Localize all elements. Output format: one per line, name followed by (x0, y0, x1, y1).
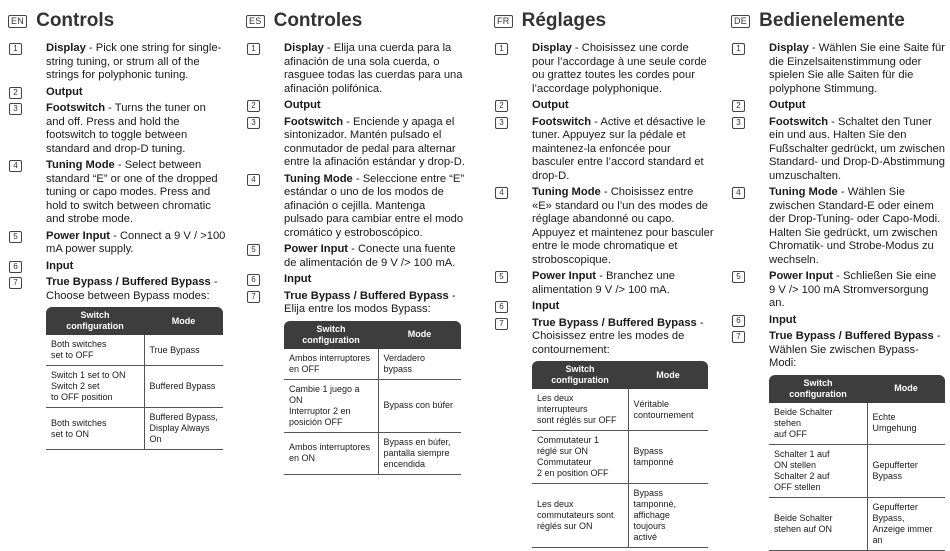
cell-line: Echte Umgehung (872, 412, 917, 433)
item-term: Display (769, 42, 809, 54)
control-item-display (8, 42, 226, 83)
item-term: Input (769, 313, 797, 326)
control-item-power-input (731, 270, 945, 311)
item-description: - Wählen Sie zwischen Standard-E oder einem der Drop-Tuning- oder Capo-Modi. Halten Sie gedrückt, um zwischen Chromatik- und Strobe-Modus zu wechseln. (769, 186, 941, 266)
control-item-output (731, 99, 945, 113)
cell-line: auf OFF (774, 428, 808, 439)
item-term: Output (532, 99, 569, 111)
item-term: Output (284, 99, 321, 111)
cell-line: Commutateur 1 (537, 435, 600, 445)
control-item-input (246, 273, 466, 287)
config-cell (769, 403, 867, 445)
control-item-output (246, 99, 466, 113)
item-term: Power Input (284, 243, 349, 255)
item-description: - Active et désactive le tuner. Appuyez sur la pédale et maintenez-la enfoncée pour basculer entre l’accord standard et drop-D. (532, 115, 706, 182)
item-term: True Bypass / Buffered Bypass (46, 276, 211, 288)
bypass-mode-table (532, 361, 708, 548)
cell-line: en ON (289, 453, 316, 463)
cell-line: OFF stellen (774, 481, 821, 492)
item-term: Footswitch (769, 115, 829, 128)
item-number: 6 (495, 301, 508, 313)
item-term: Power Input (532, 270, 597, 282)
item-description: - Select between standard “E” or one of the dropped tuning or capo modes. Press and hold to switch between chromatic and strobe mode. (46, 159, 218, 225)
control-item-input (731, 314, 945, 328)
item-description: - Turns the tuner on and off. Press and hold the footswitch to toggle between standard and drop-D tuning. (46, 102, 206, 155)
control-item-footswitch (246, 116, 466, 170)
cell-line: activé (633, 532, 658, 542)
item-term: True Bypass / Buffered Bypass (769, 330, 934, 342)
table-row (284, 379, 461, 432)
cell-line: stehen auf ON (774, 523, 833, 534)
language-badge: EN (8, 15, 27, 28)
item-number: 3 (495, 117, 508, 129)
control-item-input (8, 260, 226, 274)
item-term: Footswitch (46, 102, 106, 114)
item-number: 5 (732, 271, 745, 283)
cell-line: Cambie 1 juego a ON (289, 383, 360, 405)
control-item-power-input (246, 243, 466, 270)
table-row (46, 335, 223, 366)
table-row (284, 349, 461, 380)
cell-line: Beide Schalter (774, 512, 833, 523)
item-term: True Bypass / Buffered Bypass (284, 289, 449, 302)
table-header-config: Switch configuration (46, 307, 144, 335)
mode-cell (628, 389, 708, 431)
cell-line: Beide Schalter stehen (774, 406, 833, 428)
config-cell (284, 349, 378, 380)
item-number: 2 (495, 100, 508, 112)
cell-line: Bypass tamponné, (633, 488, 677, 509)
table-row (769, 403, 945, 445)
column-header (246, 8, 466, 34)
control-item-bypass (8, 276, 226, 303)
item-number: 1 (9, 43, 22, 55)
item-term: Tuning Mode (46, 159, 115, 171)
cell-line: Bypass con búfer (383, 400, 454, 410)
mode-cell (144, 408, 223, 450)
cell-line: Les deux interrupteurs (537, 393, 588, 414)
item-number: 3 (9, 103, 22, 115)
table-row (532, 484, 708, 548)
column-de (731, 8, 945, 551)
column-es (246, 8, 466, 475)
bypass-mode-table (769, 375, 945, 551)
control-item-tuning-mode (731, 186, 945, 267)
cell-line: Interruptor 2 en (289, 405, 351, 416)
table-header-mode: Mode (867, 375, 945, 403)
table-row (769, 444, 945, 497)
table-header-mode: Mode (378, 321, 461, 349)
cell-line: posición OFF (289, 416, 343, 427)
item-description: - Elija una cuerda para la afinación de una sola cuerda, o rasguee todas las cuerdas para una afinación polifónica. (284, 42, 463, 95)
item-number: 1 (247, 43, 260, 55)
cell-line: Gepufferter Bypass, (872, 501, 918, 523)
item-number: 7 (732, 331, 745, 343)
item-description: - Choose between Bypass modes: (46, 276, 218, 302)
config-cell (769, 444, 867, 497)
item-number: 4 (247, 174, 260, 186)
item-description: - Elija entre los modos Bypass: (284, 289, 456, 315)
table-row (46, 366, 223, 408)
item-description: - Schaltet den Tuner ein und aus. Halten Sie den Fußschalter gedrückt, um zwischen Standard- und Drop-D-Abstimmung umzuschalten. (769, 115, 945, 182)
control-item-bypass (494, 317, 714, 358)
item-description: - Wählen Sie zwischen Bypass-Modi: (769, 330, 941, 369)
control-item-tuning-mode (8, 159, 226, 227)
item-description: - Pick one string for single-string tuning, or strum all of the strings for polyphonic tuning. (46, 42, 222, 81)
item-term: Footswitch (284, 115, 344, 128)
column-header (731, 8, 945, 34)
control-item-power-input (8, 230, 226, 257)
cell-line: 2 en position OFF (537, 468, 609, 478)
column-header (8, 8, 226, 34)
control-item-display (494, 42, 714, 96)
table-row (46, 408, 223, 450)
item-number: 6 (247, 274, 260, 286)
item-number: 6 (732, 315, 745, 327)
item-description: - Choisissez entre les modes de contournement: (532, 316, 704, 356)
item-description: - Schließen Sie eine 9 V /> 100 mA Stromversorgung an. (769, 270, 937, 309)
item-number: 2 (9, 87, 22, 99)
control-item-display (246, 42, 466, 96)
cell-line: Buffered Bypass (149, 381, 216, 391)
section-title: Controls (36, 10, 115, 31)
column-en (8, 8, 226, 450)
language-badge: ES (246, 15, 265, 28)
config-cell (46, 335, 144, 366)
item-term: Input (284, 273, 312, 285)
table-row (532, 431, 708, 484)
control-item-display (731, 42, 945, 96)
cell-line: Ambos interruptores (289, 442, 371, 452)
item-term: Display (284, 42, 324, 54)
item-number: 1 (495, 43, 508, 55)
item-number: 2 (247, 100, 260, 112)
item-term: Input (46, 259, 74, 272)
item-description: - Wählen Sie eine Saite für die Einzelsaitenstimmung oder spielen Sie alle Saiten für die polyphone Stimmung. (769, 42, 945, 95)
item-number: 4 (9, 160, 22, 172)
language-badge: FR (494, 15, 513, 28)
section-title: Controles (273, 10, 363, 31)
table-row (769, 497, 945, 550)
config-cell (532, 431, 628, 484)
cell-line: pantalla siempre (383, 447, 450, 458)
item-description: - Enciende y apaga el sintonizador. Mantén pulsado el conmutador de pedal para alternar entre la afinación estándar y drop-D. (284, 115, 465, 168)
cell-line: réglés sur ON (537, 521, 593, 531)
cell-line: Anzeige immer an (872, 523, 933, 545)
cell-line: Commutateur (537, 457, 592, 467)
control-item-tuning-mode (246, 173, 466, 241)
table-row (532, 389, 708, 431)
mode-cell (628, 484, 708, 548)
mode-cell (144, 335, 223, 366)
table-header-mode: Mode (144, 307, 223, 335)
section-title: Réglages (521, 10, 607, 31)
bypass-mode-table (46, 307, 223, 450)
control-item-bypass (731, 330, 945, 371)
item-number: 3 (247, 117, 260, 129)
column-header (494, 8, 714, 34)
config-cell (532, 389, 628, 431)
item-number: 4 (732, 187, 745, 199)
control-item-power-input (494, 270, 714, 297)
mode-cell (378, 349, 461, 380)
cell-line: to OFF position (51, 392, 113, 402)
config-cell (46, 408, 144, 450)
cell-line: Switch 1 set to ON (51, 370, 126, 380)
section-title: Bedienelemente (759, 10, 905, 31)
cell-line: Switch 2 set (51, 381, 100, 391)
mode-cell (628, 431, 708, 484)
control-item-input (494, 300, 714, 314)
control-item-footswitch (8, 102, 226, 156)
item-term: Tuning Mode (284, 172, 353, 185)
cell-line: encendida (383, 458, 426, 469)
mode-cell (378, 379, 461, 432)
mode-cell (867, 403, 945, 445)
table-row (284, 432, 461, 474)
cell-line: ON stellen (774, 459, 817, 470)
cell-line: Bypass en búfer, (383, 436, 451, 447)
item-number: 7 (9, 277, 22, 289)
cell-line: True Bypass (149, 344, 200, 355)
table-header-config: Switch configuration (532, 361, 628, 389)
mode-cell (144, 366, 223, 408)
cell-line: Schalter 1 auf (774, 448, 830, 459)
item-number: 5 (247, 244, 260, 256)
cell-line: Ambos interruptores (289, 352, 371, 363)
cell-line: réglé sur ON (537, 446, 589, 456)
item-number: 6 (9, 261, 22, 273)
config-cell (284, 379, 378, 432)
cell-line: Both switches (51, 417, 107, 428)
item-description: - Conecte una fuente de alimentación de 9 V /> 100 mA. (284, 243, 456, 269)
cell-line: Les deux (537, 499, 574, 509)
control-item-footswitch (731, 116, 945, 184)
mode-cell (867, 444, 945, 497)
cell-line: Schalter 2 auf (774, 470, 830, 481)
control-item-bypass (246, 290, 466, 317)
control-item-output (8, 86, 226, 100)
item-term: True Bypass / Buffered Bypass (532, 316, 697, 329)
item-term: Footswitch (532, 115, 592, 128)
language-badge: DE (731, 15, 750, 28)
mode-cell (378, 432, 461, 474)
config-cell (46, 366, 144, 408)
item-description: - Choisissez une corde pour l’accordage à une seule corde ou grattez toutes les cordes pour l’accordage polyphonique. (532, 42, 707, 95)
item-number: 5 (9, 231, 22, 243)
column-fr (494, 8, 714, 548)
cell-line: contournement (633, 409, 694, 420)
cell-line: Both switches (51, 339, 107, 349)
mode-cell (867, 497, 945, 550)
item-term: Power Input (769, 270, 834, 282)
item-number: 7 (247, 291, 260, 303)
item-description: - Choisissez entre «E» standard ou l’un des modes de réglage abandonné ou capo. Appuyez et maintenez pour basculer entre le mode chromatique et stroboscopique. (532, 186, 714, 266)
item-number: 3 (732, 117, 745, 129)
cell-line: affichage toujours (633, 510, 670, 531)
item-term: Power Input (46, 229, 111, 242)
item-description: - Branchez une alimentation 9 V /> 100 mA. (532, 270, 676, 296)
control-item-tuning-mode (494, 186, 714, 267)
item-number: 2 (732, 100, 745, 112)
config-cell (532, 484, 628, 548)
item-number: 7 (495, 318, 508, 330)
item-term: Output (46, 85, 83, 98)
cell-line: sont réglés sur OFF (537, 415, 617, 425)
cell-line: commutateurs sont (537, 510, 614, 520)
item-term: Output (769, 99, 806, 111)
control-item-footswitch (494, 116, 714, 184)
cell-line: set to OFF (51, 350, 94, 360)
bypass-mode-table (284, 321, 461, 475)
table-header-config: Switch configuration (769, 375, 867, 403)
cell-line: en OFF (289, 363, 320, 374)
cell-line: Display Always On (149, 423, 210, 444)
item-number: 1 (732, 43, 745, 55)
item-description: - Connect a 9 V / >100 mA power supply. (46, 229, 226, 255)
cell-line: Véritable (633, 398, 670, 409)
cell-line: Gepufferter Bypass (872, 459, 918, 481)
config-cell (284, 432, 378, 474)
table-header-mode: Mode (628, 361, 708, 389)
table-header-config: Switch configuration (284, 321, 378, 349)
item-number: 4 (495, 187, 508, 199)
cell-line: set to ON (51, 428, 90, 439)
cell-line: Verdadero bypass (383, 352, 426, 374)
item-term: Tuning Mode (532, 186, 601, 198)
cell-line: Bypass tamponné (633, 446, 674, 467)
control-item-output (494, 99, 714, 113)
config-cell (769, 497, 867, 550)
item-term: Tuning Mode (769, 186, 838, 198)
item-term: Input (532, 300, 560, 312)
item-description: - Seleccione entre “E” estándar o uno de los modos de afinación o cejilla. Mantenga pulsado para cambiar entre el modo cromático y estroboscópico. (284, 172, 465, 239)
item-number: 5 (495, 271, 508, 283)
item-term: Display (46, 42, 86, 54)
cell-line: Buffered Bypass, (149, 412, 218, 422)
item-term: Display (532, 42, 572, 54)
